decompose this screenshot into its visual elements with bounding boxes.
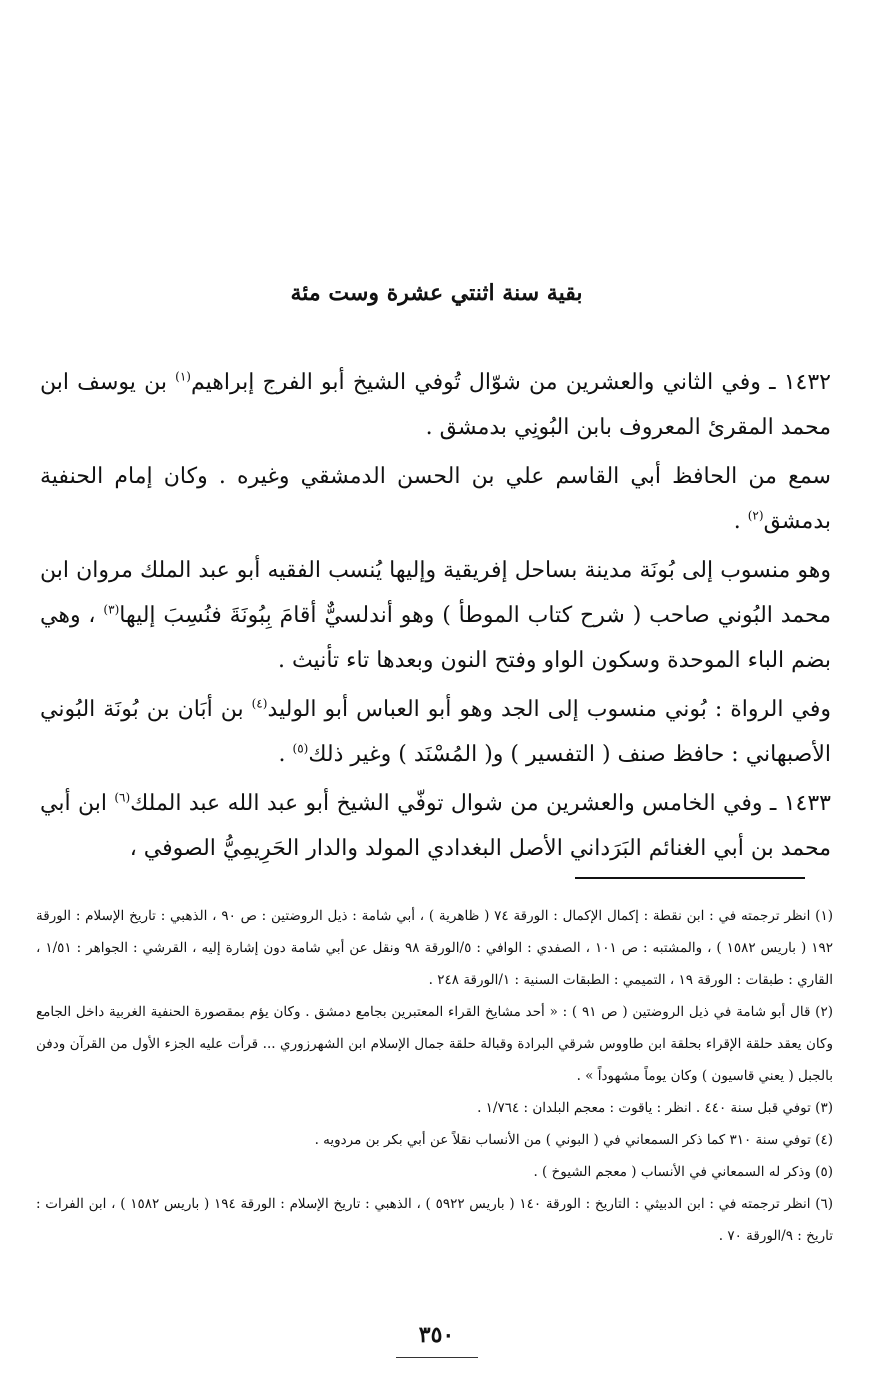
footnote-5: (٥) وذكر له السمعاني في الأنساب ( معجم الشيوخ ) .: [533, 1164, 833, 1180]
footnote-ref[interactable]: (٦): [114, 790, 131, 805]
footnote-1: (١) انظر ترجمته في : ابن نقطة : إكمال الإكمال : الورقة ٧٤ ( ظاهرية ) ، أبي شامة : ذيل الروضتين : ص ٩٠ ، الذهبي : تاريخ الإسلام : الورقة ١٩٢ ( باريس ١٥٨٢ ) ، والمشتبه : ص ١٠١ ، الصفدي : الوافي : ٥/الورقة ٩٨ ونقل عن أبي شامة دون إشارة إليه ، القرشي : الجواهر : ١/٥١ ، القاري : طبقات : الورقة ١٩ ، التميمي : الطبقات السنية : ١/الورقة ٢٤٨ .: [36, 908, 833, 988]
paragraph-text: بن أبَان بن بُونَة البُوني الأصبهاني : حافظ صنف ( التفسير ) و( المُسْنَد ) وغير ذلك: [40, 697, 831, 767]
page-number: ٣٥٠: [418, 1322, 455, 1348]
paragraph-text: ، وهي بضم الباء الموحدة وسكون الواو وفتح النون وبعدها تاء تأنيث .: [40, 603, 831, 673]
main-text: [40, 360, 831, 875]
paragraph-entry-1432: [40, 360, 831, 450]
paragraph-text: ابن أبي محمد بن أبي الغنائم البَرَداني الأصل البغدادي المولد والدار الحَرِيمِيُّ الصوفي ،: [40, 791, 831, 861]
footnote-ref[interactable]: (٥): [292, 741, 309, 756]
paragraph-text: ١٤٣٣ ـ وفي الخامس والعشرين من شوال توفّي الشيخ أبو عبد الله عبد الملك: [130, 791, 831, 816]
paragraph-text: .: [733, 509, 748, 534]
footnote-divider: [575, 877, 805, 879]
footnote-6: (٦) انظر ترجمته في : ابن الدبيثي : التاريخ : الورقة ١٤٠ ( باريس ٥٩٢٢ ) ، الذهبي : تاريخ الإسلام : الورقة ١٩٤ ( باريس ١٥٨٢ ) ، ابن الفرات : تاريخ : ٩/الورقة ٧٠ .: [36, 1196, 834, 1244]
footnote-2: (٢) قال أبو شامة في ذيل الروضتين ( ص ٩١ ) : « أحد مشايخ القراء المعتبرين بجامع دمشق . وكان يؤم بمقصورة الحنفية الغربية داخل الجامع وكان يعقد حلقة الإقراء بحلقة ابن طاووس شرقي البرادة وقبالة حلقة جمال الإسلام ابن الشهرزوري ... قرأت عليه الجزء الأول من القرآن ودفن بالجبل ( يعني قاسيون ) وكان يوماً مشهوداً » .: [36, 1004, 833, 1084]
paragraph-text: وهو منسوب إلى بُونَة مدينة بساحل إفريقية وإليها يُنسب الفقيه أبو عبد الملك مروان ابن محمد البُوني صاحب ( شرح كتاب الموطأ ) وهو أندلسيٌّ أقامَ بِبُونَةَ فنُسِبَ إليها: [40, 558, 832, 628]
paragraph-text: وفي الرواة : بُوني منسوب إلى الجد وهو أبو العباس أبو الوليد: [267, 697, 831, 722]
footnote-ref[interactable]: (٣): [103, 602, 120, 617]
footnotes: [36, 900, 833, 1252]
footnote-ref[interactable]: (١): [175, 369, 191, 384]
page-number-underline: [396, 1357, 478, 1358]
paragraph-nisba: [40, 548, 831, 683]
paragraph-ruwat: [40, 687, 831, 777]
paragraph-sama: [40, 454, 831, 544]
paragraph-text: سمع من الحافظ أبي القاسم علي بن الحسن الدمشقي وغيره . وكان إمام الحنفية بدمشق: [40, 464, 831, 534]
paragraph-entry-1433: [40, 781, 831, 871]
footnote-ref[interactable]: (٢): [747, 508, 764, 523]
footnote-3: (٣) توفي قبل سنة ٤٤٠ . انظر : ياقوت : معجم البلدان : ١/٧٦٤ .: [477, 1100, 833, 1116]
paragraph-text: ١٤٣٢ ـ وفي الثاني والعشرين من شوّال تُوفي الشيخ أبو الفرج إبراهيم: [190, 370, 831, 395]
paragraph-text: .: [278, 742, 293, 767]
footnote-4: (٤) توفي سنة ٣١٠ كما ذكر السمعاني في ( البوني ) من الأنساب نقلاً عن أبي بكر بن مردويه .: [314, 1132, 833, 1148]
paragraph-text: بن يوسف ابن محمد المقرئ المعروف بابن البُونِي بدمشق .: [40, 370, 831, 440]
section-heading: بقية سنة اثنتي عشرة وست مئة: [290, 280, 583, 306]
footnote-ref[interactable]: (٤): [251, 696, 268, 711]
